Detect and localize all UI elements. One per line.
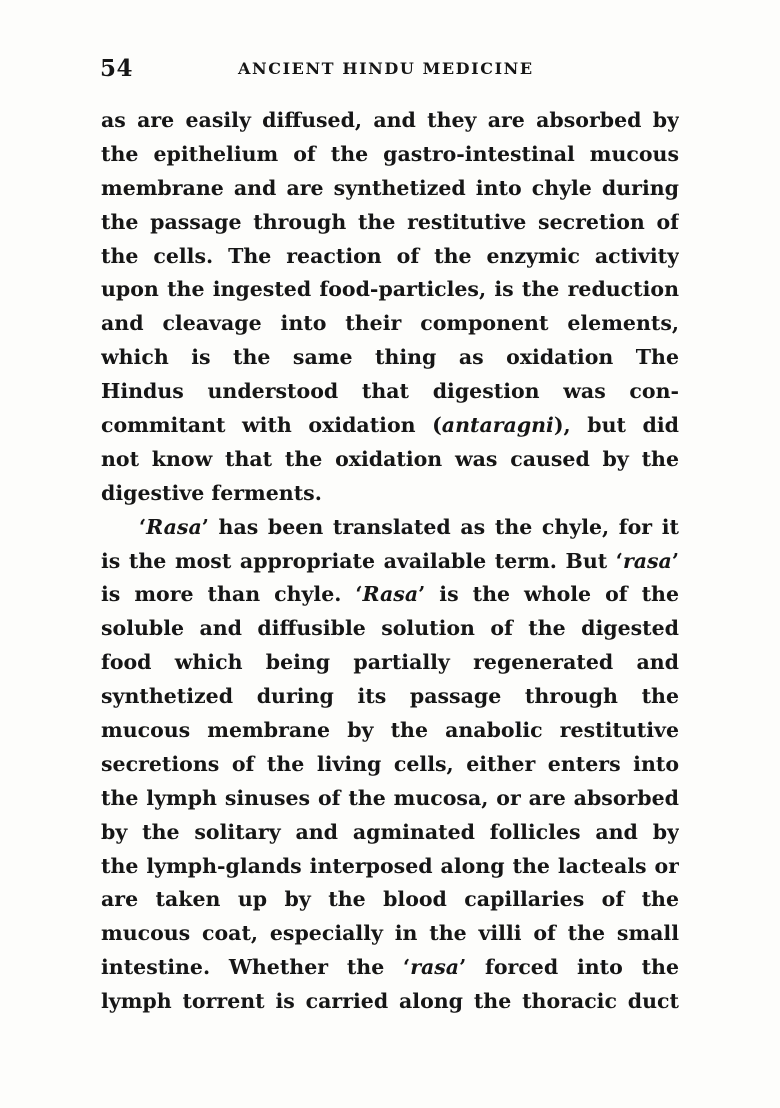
text-line-11: [101, 443, 679, 477]
text-line-02: [101, 138, 679, 172]
text-run: is the most appropriate available term. But ‘: [101, 548, 623, 573]
text-run: food which being partially regenerated and: [101, 650, 679, 675]
text-run: the lymph sinuses of the mucosa, or are absorbed: [101, 785, 679, 810]
text-line-25: [101, 917, 679, 951]
text-line-06: [101, 273, 679, 307]
text-run: membrane and are synthetized into chyle during: [101, 175, 679, 200]
italic-term: Rasa: [146, 514, 202, 539]
text-line-20: [101, 748, 679, 782]
text-line-09: [101, 375, 679, 409]
text-run: ’ forced into the: [459, 955, 679, 980]
text-run: mucous coat, especially in the villi of the small: [101, 921, 679, 946]
text-run: and cleavage into their component elements,: [101, 311, 679, 336]
text-run: commitant with oxidation (: [101, 413, 442, 438]
text-line-23: [101, 850, 679, 884]
text-line-15: [101, 578, 679, 612]
text-run: lymph torrent is carried along the thoracic duct: [101, 989, 679, 1014]
text-line-19: [101, 714, 679, 748]
text-run: the passage through the restitutive secretion of: [101, 209, 679, 234]
text-run: is more than chyle. ‘: [101, 582, 363, 607]
text-run: ’ is the whole of the: [418, 582, 679, 607]
text-run: not know that the oxidation was caused by the: [101, 446, 679, 471]
text-line-04: [101, 206, 679, 240]
text-line-18: [101, 680, 679, 714]
running-head: [100, 55, 680, 85]
text-run: Hindus understood that digestion was con-: [101, 379, 679, 404]
text-run: are taken up by the blood capillaries of the: [101, 887, 679, 912]
text-run: ’: [671, 548, 679, 573]
text-run: soluble and diffusible solution of the digested: [101, 616, 679, 641]
text-line-10: [101, 409, 679, 443]
italic-term: rasa: [410, 955, 460, 980]
text-line-03: [101, 172, 679, 206]
text-line-05: [101, 240, 679, 274]
text-run: the epithelium of the gastro-intestinal mucous: [101, 141, 679, 166]
text-run: mucous membrane by the anabolic restitutive: [101, 718, 679, 743]
italic-term: antaragni: [441, 413, 554, 438]
text-run: digestive ferments.: [101, 480, 322, 505]
text-line-01: [101, 104, 679, 138]
text-line-21: [101, 782, 679, 816]
text-run: by the solitary and agminated follicles and by: [101, 819, 679, 844]
text-run: intestine. Whether the ‘: [101, 955, 411, 980]
text-line-13: [101, 511, 679, 545]
text-line-24: [101, 883, 679, 917]
running-title: ANCIENT HINDU MEDICINE: [238, 59, 534, 78]
text-line-07: [101, 307, 679, 341]
text-run: which is the same thing as oxidation The: [101, 345, 679, 370]
text-line-14: [101, 545, 679, 579]
text-line-22: [101, 816, 679, 850]
text-run: ), but did: [553, 413, 679, 438]
text-run: the cells. The reaction of the enzymic activity: [101, 243, 679, 268]
body-text: [101, 104, 679, 1019]
text-line-26: [101, 951, 679, 985]
text-run: ’ has been translated as the chyle, for it: [201, 514, 679, 539]
italic-term: Rasa: [362, 582, 419, 607]
text-run: as are easily diffused, and they are absorbed by: [101, 108, 679, 132]
text-run: the lymph-glands interposed along the lacteals or: [101, 853, 679, 878]
text-line-27: [101, 985, 679, 1019]
text-line-12: [101, 477, 679, 511]
text-line-16: [101, 612, 679, 646]
text-line-17: [101, 646, 679, 680]
text-run: ‘: [139, 514, 147, 539]
page-number: 54: [100, 55, 134, 82]
text-run: secretions of the living cells, either enters into: [101, 751, 679, 776]
text-line-08: [101, 341, 679, 375]
text-run: upon the ingested food-particles, is the reduction: [101, 277, 679, 302]
text-run: synthetized during its passage through the: [101, 684, 679, 709]
italic-term: rasa: [622, 548, 672, 573]
